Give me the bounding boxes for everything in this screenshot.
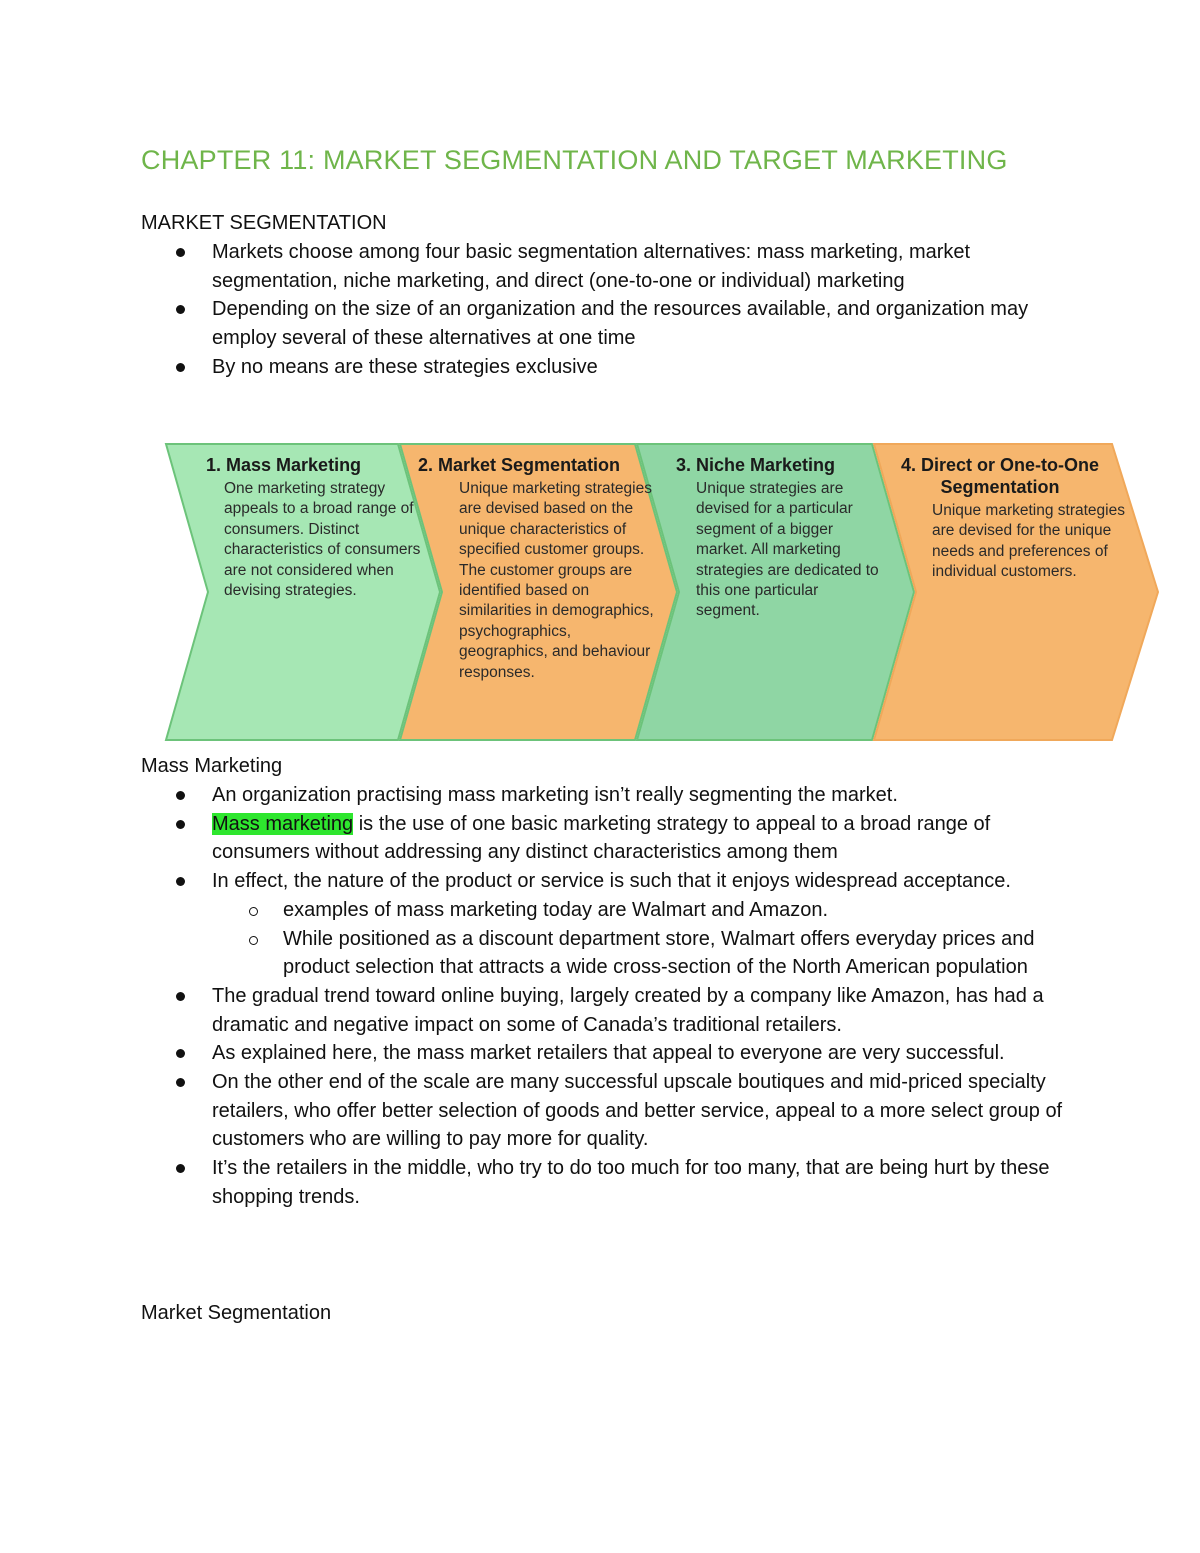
step-3-text xyxy=(676,454,886,622)
bullet-text: is the use of one basic marketing strategy to appeal to a broad range of consumers without addressing any distinct characteristics among them xyxy=(212,812,991,864)
section-heading-market-segmentation-sub: Market Segmentation xyxy=(141,1302,332,1324)
step-4-text xyxy=(890,454,1125,583)
segmentation-alternatives-diagram xyxy=(160,440,1162,745)
step-1-text xyxy=(206,454,421,601)
step-2-body: Unique marketing strategies are devised based on the unique characteristics of specified customer groups. The customer groups are identified based on similarities in demographics, psychographics, geographics, and behaviour responses. xyxy=(459,480,654,681)
section-heading-mass-marketing: Mass Marketing xyxy=(141,755,283,777)
market-segmentation-bullet-list xyxy=(0,238,1072,382)
bullet-item: The gradual trend toward online buying, largely created by a company like Amazon, has had a dramatic and negative impact on some of Canada’s traditional retailers. xyxy=(0,982,1072,1039)
step-1-body: One marketing strategy appeals to a broad range of consumers. Distinct characteristics of consumers are not considered when devising strategies. xyxy=(224,480,421,600)
bullet-item: An organization practising mass marketing isn’t really segmenting the market. xyxy=(0,781,1072,810)
step-2-text xyxy=(418,454,654,683)
bullet-item xyxy=(0,810,1072,867)
step-4-body: Unique marketing strategies are devised for the unique needs and preferences of individual customers. xyxy=(932,502,1125,581)
bullet-item: In effect, the nature of the product or service is such that it enjoys widespread acceptance. xyxy=(0,867,1072,896)
bullet-item: Markets choose among four basic segmentation alternatives: mass marketing, market segmentation, niche marketing, and direct (one-to-one or individual) marketing xyxy=(0,238,1072,295)
sub-bullet-item: examples of mass marketing today are Walmart and Amazon. xyxy=(0,896,1073,925)
highlighted-term: Mass marketing xyxy=(212,812,354,835)
section-heading-market-segmentation: MARKET SEGMENTATION xyxy=(141,212,387,234)
bullet-item: It’s the retailers in the middle, who try to do too much for too many, that are being hurt by these shopping trends. xyxy=(0,1154,1072,1211)
bullet-item: On the other end of the scale are many successful upscale boutiques and mid-priced specialty retailers, who offer better selection of goods and better service, appeal to a more select group of customers who are willing to pay more for quality. xyxy=(0,1068,1072,1154)
chapter-title: CHAPTER 11: MARKET SEGMENTATION AND TARGET MARKETING xyxy=(141,145,1008,175)
step-2-title: 2. Market Segmentation xyxy=(418,455,621,475)
step-4-title: 4. Direct or One-to-One Segmentation xyxy=(900,455,1100,497)
mass-marketing-bullet-list xyxy=(0,781,1073,1212)
step-3-title: 3. Niche Marketing xyxy=(676,455,836,475)
bullet-item: Depending on the size of an organization and the resources available, and organization may employ several of these alternatives at one time xyxy=(0,295,1072,352)
step-1-title: 1. Mass Marketing xyxy=(206,455,362,475)
bullet-item: By no means are these strategies exclusive xyxy=(0,353,1072,382)
sub-bullet-item: While positioned as a discount department store, Walmart offers everyday prices and product selection that attracts a wide cross-section of the North American population xyxy=(0,925,1073,982)
step-3-body: Unique strategies are devised for a particular segment of a bigger market. All marketing strategies are dedicated to this one particular segment. xyxy=(696,480,879,620)
bullet-item: As explained here, the mass market retailers that appeal to everyone are very successful. xyxy=(0,1039,1072,1068)
